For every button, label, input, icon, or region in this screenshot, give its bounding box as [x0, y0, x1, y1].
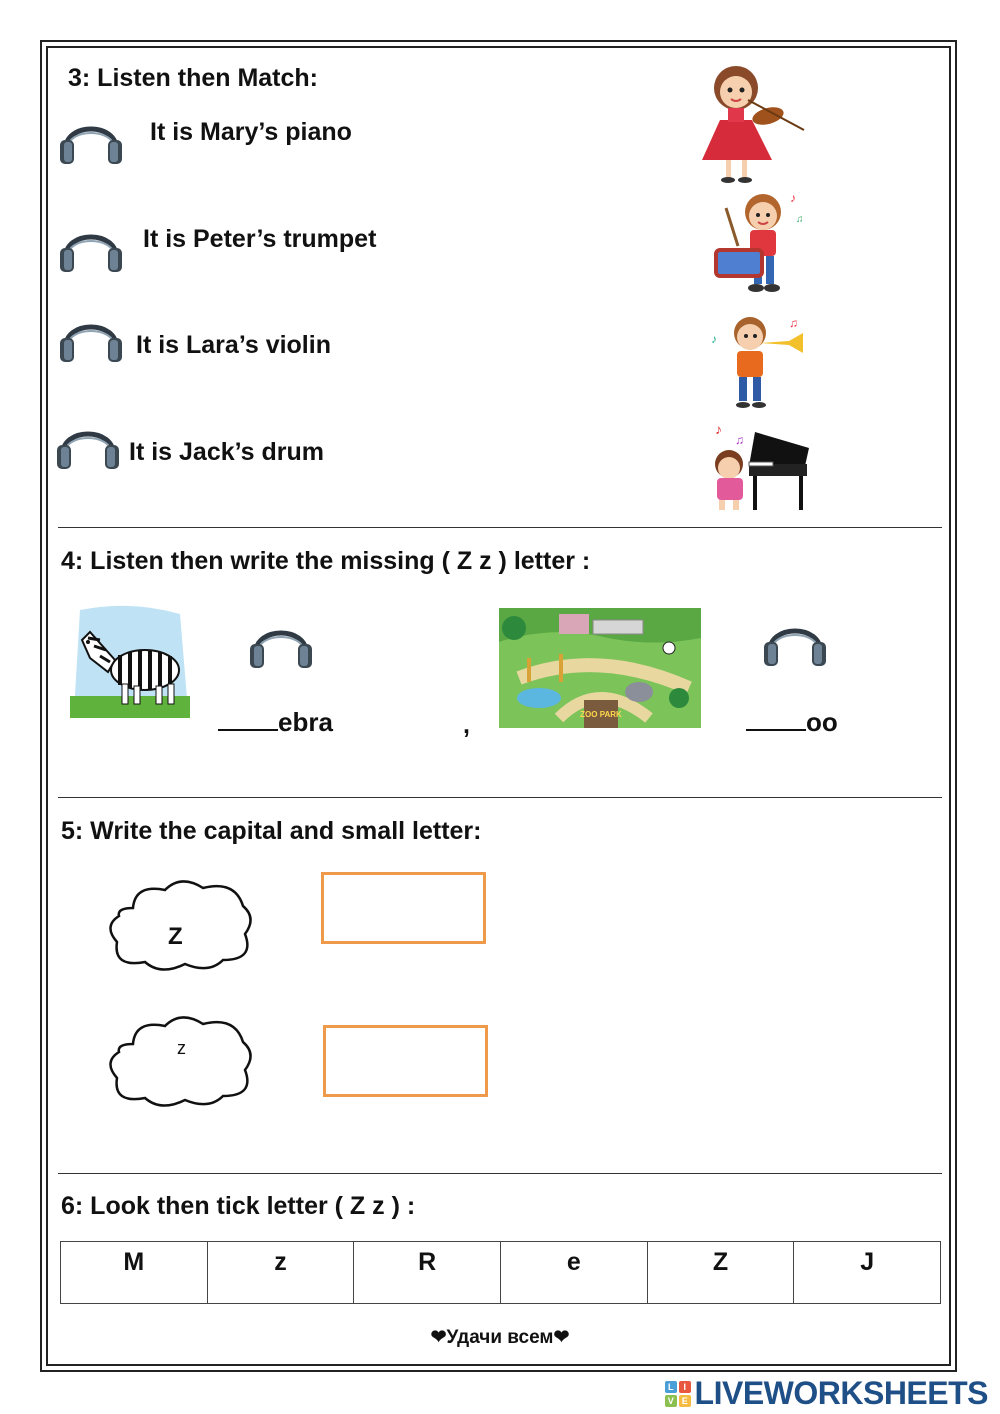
svg-text:♫: ♫: [735, 433, 744, 447]
section4-title: 4: Listen then write the missing ( Z z ) letter :: [61, 547, 591, 575]
divider: [58, 527, 942, 528]
word-suffix-ebra: ebra: [278, 707, 333, 737]
svg-text:♪: ♪: [790, 191, 796, 205]
letter-cell[interactable]: R: [354, 1242, 501, 1304]
answer-blank[interactable]: [746, 709, 806, 731]
match-item-2: It is Peter’s trumpet: [143, 225, 377, 253]
cloud-letter-capital: Z: [168, 923, 183, 950]
word-suffix-oo: oo: [806, 707, 838, 737]
answer-blank[interactable]: [218, 709, 278, 731]
girl-violin-image[interactable]: [698, 60, 808, 185]
headphone-icon[interactable]: [762, 612, 828, 668]
girl-piano-image[interactable]: [705, 418, 815, 514]
headphone-icon[interactable]: [58, 308, 124, 364]
zebra-image[interactable]: [70, 600, 190, 718]
zoo-answer[interactable]: [746, 707, 838, 738]
boy-drum-image[interactable]: [708, 188, 808, 303]
letter-cell[interactable]: Z: [647, 1242, 794, 1304]
letter-cell[interactable]: J: [794, 1242, 941, 1304]
headphone-icon[interactable]: [58, 110, 124, 166]
small-letter-answer-box[interactable]: [323, 1025, 488, 1097]
cloud-shape: [105, 1014, 255, 1110]
headphone-icon[interactable]: [248, 614, 314, 670]
boy-trumpet-image[interactable]: [705, 313, 810, 413]
letter-cell[interactable]: e: [500, 1242, 647, 1304]
footer-text: Удачи всем: [446, 1327, 554, 1348]
divider: [58, 797, 942, 798]
section6-title: 6: Look then tick letter ( Z z ) :: [61, 1192, 416, 1220]
liveworksheets-logo-icon: L I V E: [665, 1381, 691, 1407]
match-item-4: It is Jack’s drum: [129, 438, 324, 466]
zebra-answer[interactable]: [218, 707, 333, 738]
match-item-3: It is Lara’s violin: [136, 331, 331, 359]
letter-cell[interactable]: M: [61, 1242, 208, 1304]
svg-text:♫: ♫: [796, 214, 804, 225]
tick-letter-table: [60, 1241, 941, 1304]
zoo-sign-text: ZOO PARK: [580, 710, 622, 719]
heart-icon: ❤: [430, 1327, 447, 1348]
svg-text:♫: ♫: [789, 316, 798, 330]
letter-cell[interactable]: z: [207, 1242, 354, 1304]
heart-icon: ❤: [553, 1327, 570, 1348]
footer-message: [0, 1326, 1000, 1349]
section3-title: 3: Listen then Match:: [68, 64, 319, 92]
match-item-1: It is Mary’s piano: [150, 118, 352, 146]
svg-text:♪: ♪: [715, 421, 722, 437]
headphone-icon[interactable]: [58, 218, 124, 274]
svg-text:♪: ♪: [711, 332, 717, 346]
headphone-icon[interactable]: [55, 415, 121, 471]
liveworksheets-brand: [665, 1375, 988, 1412]
section5-title: 5: Write the capital and small letter:: [61, 817, 482, 845]
brand-text: LIVEWORKSHEETS: [694, 1375, 988, 1411]
capital-letter-answer-box[interactable]: [321, 872, 486, 944]
zoo-park-image[interactable]: [499, 608, 701, 728]
cloud-letter-small: z: [177, 1038, 186, 1058]
separator-comma: ,: [463, 711, 470, 739]
divider: [58, 1173, 942, 1174]
